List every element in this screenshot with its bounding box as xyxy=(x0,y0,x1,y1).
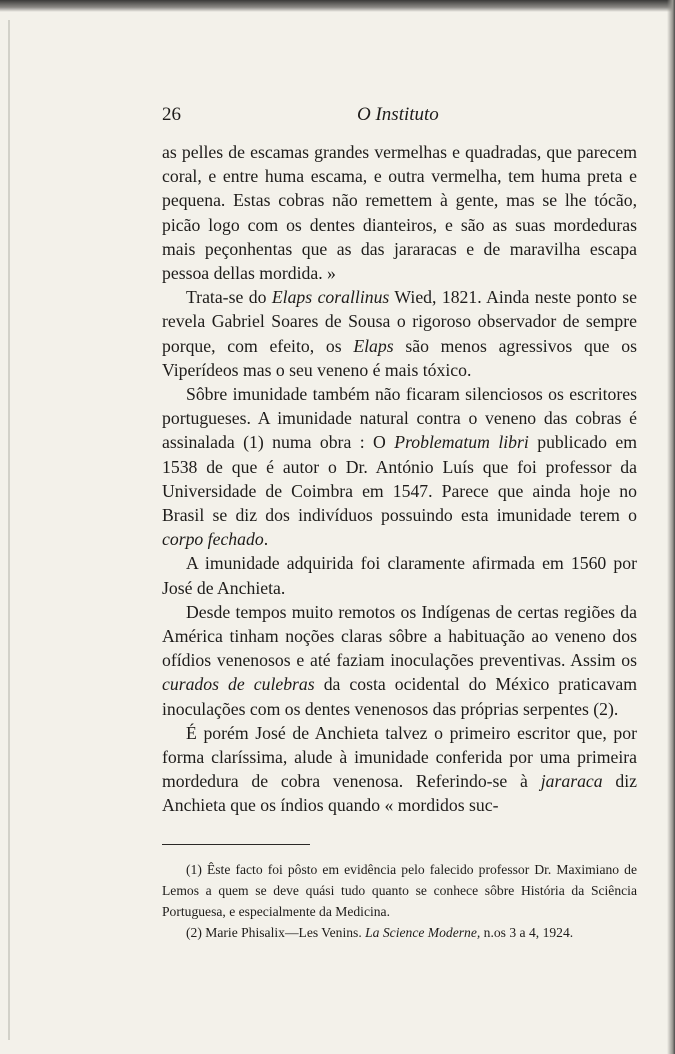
footnote-author: Marie Phisalix xyxy=(205,925,285,941)
paragraph-1: as pelles de escamas grandes vermelhas e quadradas, que parecem coral, e entre huma escama, e outra vermelha, tem huma preta e pequena. Estas cobras não remettem à gente, mas se lhe tócão, picão logo com os dentes dianteiros, e são as suas mordeduras mais peçonhentas que as das jararacas e de maravilha escapa pessoa dellas mordida. » xyxy=(162,142,637,284)
scan-top-edge xyxy=(0,0,675,12)
footnote-rule xyxy=(162,844,310,845)
scan-right-edge xyxy=(667,0,675,1054)
term-jararaca: jararaca xyxy=(540,771,603,792)
footnote-journal: La Science Moderne, xyxy=(365,925,481,941)
species-name: Elaps corallinus xyxy=(271,287,390,308)
footnote-marker: (2) xyxy=(186,925,202,941)
scan-left-gutter xyxy=(8,20,10,1040)
term-curados: curados de culebras xyxy=(162,674,315,695)
expression-corpo-fechado: corpo fechado xyxy=(162,529,264,550)
footnote-marker: (1) xyxy=(186,861,202,877)
book-page xyxy=(162,100,637,944)
paragraph-3: Sôbre imunidade também não ficaram silenciosos os escritores portugueses. A imunidade natural contra o veneno das cobras é assinalada (1) numa obra : O Problematum libri publicado em 1538 de que é autor o Dr. António Luís que foi professor da Universidade de Coimbra em 1547. Parece que ainda hoje no Brasil se diz dos indivíduos possuindo esta imunidade terem o corpo fechado. xyxy=(162,384,637,550)
footnote-issue: n.os 3 a 4, 1924. xyxy=(483,925,574,941)
running-title: O Instituto xyxy=(357,104,439,125)
paragraph-2: Trata-se do Elaps corallinus Wied, 1821. Ainda neste ponto se revela Gabriel Soares de Sousa o rigoroso observador de sempre porque, com efeito, os Elaps são menos agressivos que os Viperídeos mas o seu veneno é mais tóxico. xyxy=(162,287,637,380)
body-text xyxy=(162,140,637,818)
footnotes xyxy=(162,859,637,944)
paragraph-4: A imunidade adquirida foi claramente afirmada em 1560 por José de Anchieta. xyxy=(162,553,637,598)
footnote-2: (2) Marie Phisalix—Les Venins. La Science Moderne, n.os 3 a 4, 1924. xyxy=(186,925,574,941)
book-title: Problematum libri xyxy=(394,432,529,453)
page-number: 26 xyxy=(162,104,181,125)
paragraph-6: É porém José de Anchieta talvez o primeiro escritor que, por forma claríssima, alude à imunidade conferida por uma primeira mordedura de cobra venenosa. Referindo-se à jararaca diz Anchieta que os índios quando « mordidos suc- xyxy=(162,722,637,816)
footnote-1: (1) Êste facto foi pôsto em evidência pelo falecido professor Dr. Maximiano de Lemos a quem se deve quási tudo quanto se conhece sôbre História da Sciência Portuguesa, e especialmente da Medicina. xyxy=(162,861,637,920)
paragraph-5: Desde tempos muito remotos os Indígenas de certas regiões da América tinham noções claras sôbre a habituação ao veneno dos ofídios venenosos e até faziam inoculações preventivas. Assim os curados de culebras da costa ocidental do México praticavam inoculações com os dentes venenosos das próprias serpentes (2). xyxy=(162,601,637,719)
footnote-work: Les Venins. xyxy=(298,925,362,941)
page-header xyxy=(162,100,637,140)
genus-name: Elaps xyxy=(353,335,394,356)
